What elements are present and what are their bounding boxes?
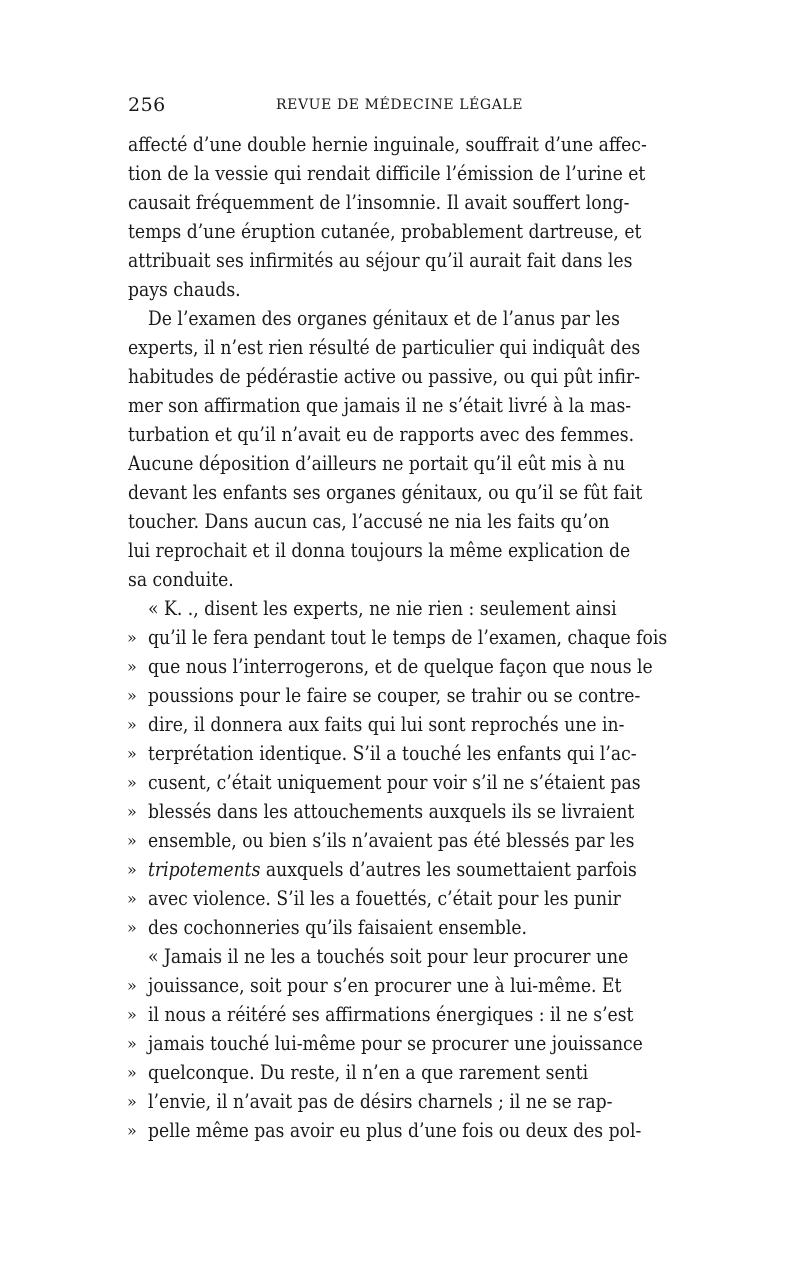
quote-mark: »	[127, 1063, 137, 1082]
quote-mark: »	[127, 1005, 137, 1024]
quote-mark: »	[127, 715, 137, 734]
quote-mark: »	[127, 976, 137, 995]
quote-mark: »	[127, 860, 137, 879]
text-line: qu’il le fera pendant tout le temps de l’examen, chaque fois	[148, 625, 668, 649]
quote-mark: »	[127, 889, 137, 908]
text-line: lui reprochait et il donna toujours la même explication de	[128, 538, 631, 562]
text-line: « K. ., disent les experts, ne nie rien : seulement ainsi	[148, 596, 617, 620]
quote-mark: »	[127, 802, 137, 821]
text-line: terprétation identique. S’il a touché les enfants qui l’ac-	[148, 741, 637, 765]
running-head: REVUE DE MÉDECINE LÉGALE	[276, 97, 524, 113]
quote-mark: »	[127, 657, 137, 676]
quote-mark: »	[127, 1121, 137, 1140]
text-line: jamais touché lui-même pour se procurer une jouissance	[148, 1031, 643, 1055]
text-line: Aucune déposition d’ailleurs ne portait qu’il eût mis à nu	[128, 451, 626, 475]
text-line: affecté d’une double hernie inguinale, souffrait d’une affec-	[128, 132, 647, 156]
text-line: des cochonneries qu’ils faisaient ensemble.	[148, 915, 527, 939]
text-line: habitudes de pédérastie active ou passive, ou qui pût infir-	[128, 364, 641, 388]
italic-word: tripotements	[148, 857, 261, 881]
quote-mark: »	[127, 831, 137, 850]
text-line: experts, il n’est rien résulté de particulier qui indiquât des	[128, 335, 641, 359]
text-line: ensemble, ou bien s’ils n’avaient pas été blessés par les	[148, 828, 635, 852]
text-line: « Jamais il ne les a touchés soit pour leur procurer une	[148, 944, 629, 968]
text-line: pays chauds.	[128, 277, 241, 301]
text-line: devant les enfants ses organes génitaux, ou qu’il se fût fait	[128, 480, 643, 504]
text-line: sa conduite.	[128, 567, 234, 591]
text-line: tripotements auxquels d’autres les soumettaient parfois	[148, 857, 637, 881]
text-line: causait fréquemment de l’insomnie. Il avait souffert long-	[128, 190, 630, 214]
page-header	[128, 94, 673, 120]
text-line: De l’examen des organes génitaux et de l’anus par les	[148, 306, 620, 330]
text-line: tion de la vessie qui rendait difficile l’émission de l’urine et	[128, 161, 646, 185]
text-line: cusent, c’était uniquement pour voir s’il ne s’étaient pas	[148, 770, 641, 794]
quote-mark: »	[127, 773, 137, 792]
text-line: attribuait ses infirmités au séjour qu’il aurait fait dans les	[128, 248, 633, 272]
text-line: avec violence. S’il les a fouettés, c’était pour les punir	[148, 886, 621, 910]
quote-mark: »	[127, 1034, 137, 1053]
text-line: quelconque. Du reste, il n’en a que rarement senti	[148, 1060, 589, 1084]
text-line: temps d’une éruption cutanée, probablement dartreuse, et	[128, 219, 642, 243]
text-line: l’envie, il n’avait pas de désirs charnels ; il ne se rap-	[148, 1089, 613, 1113]
text-line: mer son affirmation que jamais il ne s’était livré à la mas-	[128, 393, 632, 417]
text-line: toucher. Dans aucun cas, l’accusé ne nia les faits qu’on	[128, 509, 610, 533]
text-line: blessés dans les attouchements auxquels ils se livraient	[148, 799, 635, 823]
page-number: 256	[128, 94, 166, 116]
text-line: que nous l’interrogerons, et de quelque façon que nous le	[148, 654, 653, 678]
text-line: poussions pour le faire se couper, se trahir ou se contre-	[148, 683, 641, 707]
text-line: pelle même pas avoir eu plus d’une fois ou deux des pol-	[148, 1118, 642, 1142]
text-line: jouissance, soit pour s’en procurer une à lui-même. Et	[148, 973, 622, 997]
quote-mark: »	[127, 744, 137, 763]
quote-mark: »	[127, 686, 137, 705]
quote-mark: »	[127, 628, 137, 647]
quote-mark: »	[127, 1092, 137, 1111]
text-line: il nous a réitéré ses affirmations énergiques : il ne s’est	[148, 1002, 634, 1026]
text-line: turbation et qu’il n’avait eu de rapports avec des femmes.	[128, 422, 635, 446]
quote-mark: »	[127, 918, 137, 937]
text-line: dire, il donnera aux faits qui lui sont reprochés une in-	[148, 712, 625, 736]
